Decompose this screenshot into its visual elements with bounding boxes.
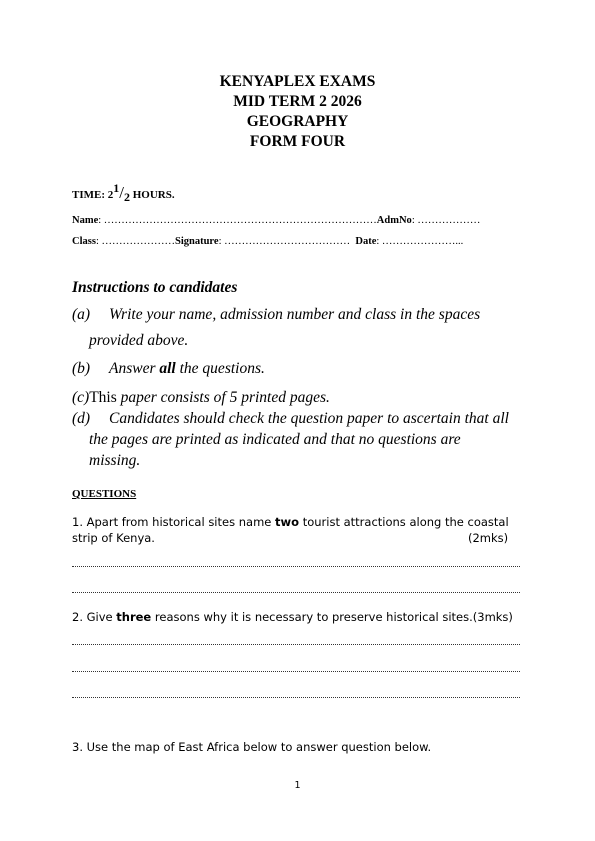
form-title: FORM FOUR [249, 133, 346, 150]
class-signature-date-row [72, 236, 463, 247]
time-unit: HOURS. [129, 189, 175, 201]
instruction-d-text-3: missing. [89, 452, 141, 469]
question-1-line-2 [72, 530, 520, 546]
answer-line[interactable] [72, 644, 520, 645]
answer-line[interactable] [72, 697, 520, 698]
time-label: TIME: 2 [72, 189, 114, 201]
instruction-b-post: the questions. [175, 360, 265, 377]
instruction-b-bold: all [159, 360, 176, 377]
time-fraction-denominator: 2 [123, 190, 130, 204]
admno-label: AdmNo [376, 215, 412, 226]
time-fraction-separator: / [119, 183, 124, 202]
class-label: Class [72, 236, 96, 247]
instruction-c [72, 387, 330, 409]
name-label: Name [72, 215, 99, 226]
signature-label: Signature [174, 236, 219, 247]
exam-series-title: MID TERM 2 2026 [233, 93, 362, 110]
instruction-d-text-2: the pages are printed as indicated and that no questions are [89, 431, 461, 448]
question-2-bold: three [116, 610, 152, 624]
page-number: 1 [294, 780, 301, 791]
instruction-c-plain: This [89, 389, 117, 406]
time-allowed [72, 181, 175, 205]
question-2-pre: 2. Give [72, 610, 117, 624]
question-1-marks: (2mks) [468, 531, 509, 545]
question-1-line-2-text: strip of Kenya. [72, 531, 155, 545]
questions-heading: QUESTIONS [72, 488, 137, 500]
answer-line[interactable] [72, 566, 520, 567]
instruction-d-text-1: Candidates should check the question paper to ascertain that all [109, 410, 509, 427]
instruction-b-letter: (b) [72, 360, 91, 377]
question-1-line-1 [72, 514, 509, 530]
question-1-pre: 1. Apart from historical sites name [72, 515, 276, 529]
instruction-b-pre: Answer [109, 360, 160, 377]
instruction-a [72, 304, 480, 326]
instructions-title: Instructions to candidates [72, 279, 238, 296]
exam-board-title: KENYAPLEX EXAMS [219, 73, 376, 90]
instruction-d [72, 408, 509, 430]
subject-title: GEOGRAPHY [246, 113, 349, 130]
class-field[interactable]: : ………………… [95, 236, 175, 247]
answer-line[interactable] [72, 592, 520, 593]
question-1-post: tourist attractions along the coastal [299, 515, 509, 529]
instruction-a-text-2: provided above. [89, 332, 189, 349]
name-adm-row [72, 215, 480, 226]
question-2 [72, 609, 513, 625]
instruction-c-letter: (c) [72, 389, 90, 406]
question-2-post: reasons why it is necessary to preserve historical sites.(3mks) [151, 610, 513, 624]
answer-line[interactable] [72, 671, 520, 672]
date-label: Date [355, 236, 377, 247]
instruction-a-letter: (a) [72, 306, 91, 323]
instruction-d-letter: (d) [72, 410, 91, 427]
instruction-b [72, 358, 265, 380]
name-field[interactable]: : …………………………………………………………………… [98, 215, 377, 226]
time-fraction-numerator: 1 [113, 181, 120, 195]
instruction-a-text-1: Write your name, admission number and class in the spaces [109, 306, 481, 323]
date-field[interactable]: : …………………... [376, 236, 464, 247]
admno-field[interactable]: : ……………… [411, 215, 481, 226]
question-3: 3. Use the map of East Africa below to answer question below. [72, 740, 432, 754]
instruction-c-text: paper consists of 5 printed pages. [116, 389, 330, 406]
signature-field[interactable]: : ……………………………… [218, 236, 351, 247]
question-1-bold: two [275, 515, 300, 529]
